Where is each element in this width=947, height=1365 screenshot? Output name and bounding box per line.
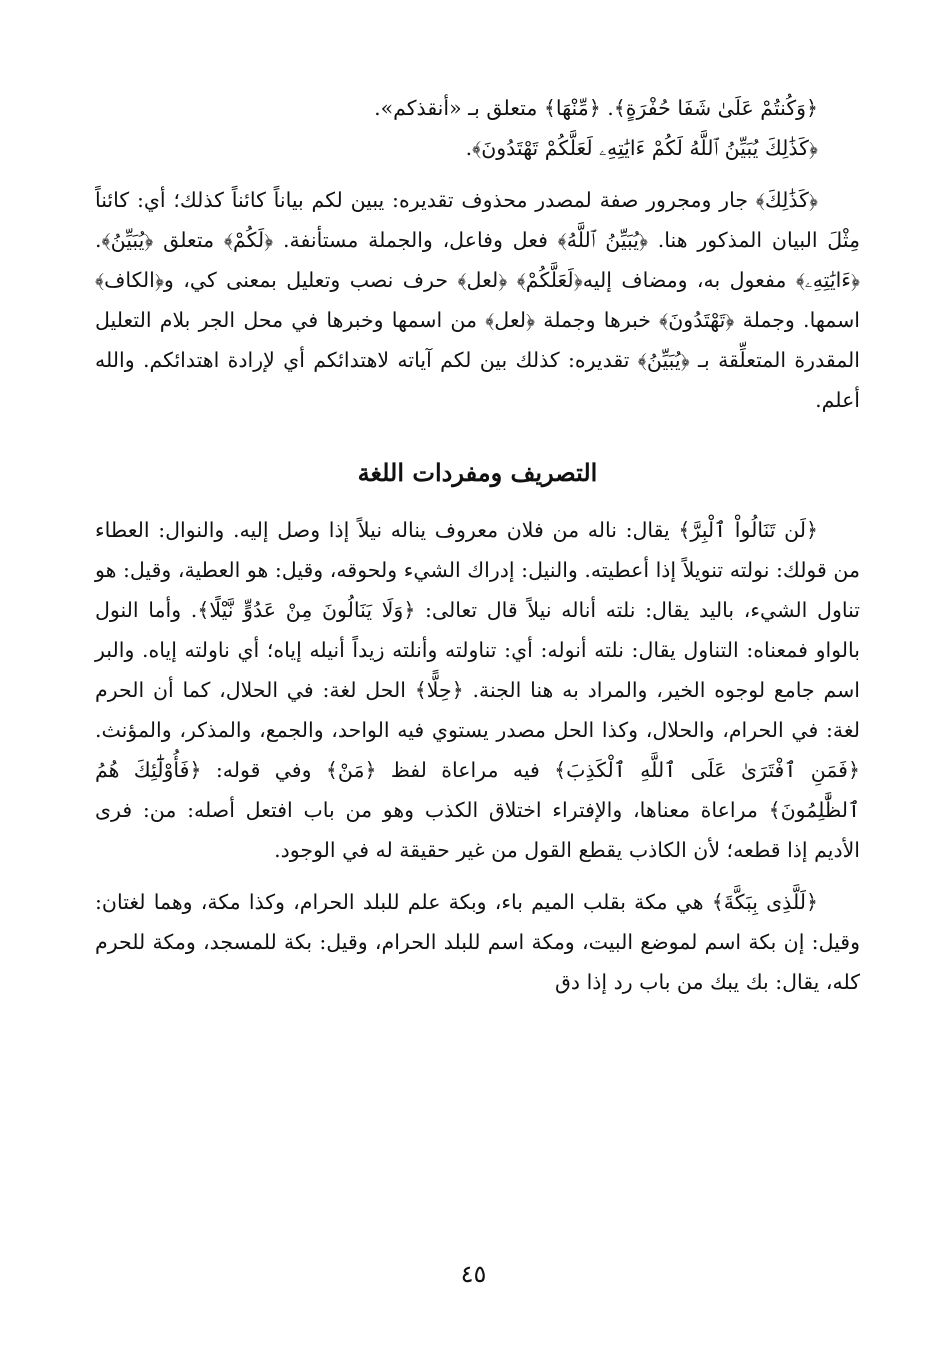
page-body <box>95 88 860 1002</box>
lughat-paragraph: ﴿لَن تَنَالُواْ ٱلْبِرَّ﴾ يقال: ناله من فلان معروف يناله نيلاً إذا وصل إليه. والنوال: العطاء من قولك: نولته تنويلاً إذا أعطيته. والنيل: إدراك الشيء ولحوقه، وقيل: هو العطية، وقيل: هو تناول الشيء، باليد يقال: نلته أناله نيلاً قال تعالى: ﴿وَلَا يَنَالُونَ مِنْ عَدُوٍّ نَّيْلًا﴾. وأما النول بالواو فمعناه: التناول يقال: نلته أنوله: أي: تناولته وأنلته زيداً أنيله إياه؛ أي ناولته إياه. والبر اسم جامع لوجوه الخير، والمراد به هنا الجنة. ﴿حِلًّا﴾ الحل لغة: في الحلال، كما أن الحرم لغة: في الحرام، والحلال، وكذا الحل مصدر يستوي فيه الواحد، والجمع، والمذكر، والمؤنث. ﴿فَمَنِ ٱفْتَرَىٰ عَلَى ٱللَّهِ ٱلْكَذِبَ﴾ فيه مراعاة لفظ ﴿مَنْ﴾ وفي قوله: ﴿فَأُوْلَٰٓئِكَ هُمُ ٱلظَّٰلِمُونَ﴾ مراعاة معناها، والإفتراء اختلاق الكذب وهو من باب افتعل أصله: من: فرى الأديم إذا قطعه؛ لأن الكاذب يقطع القول من غير حقيقة له في الوجود. <box>95 518 860 862</box>
verse-fragment-line: ﴿وَكُنتُمْ عَلَىٰ شَفَا حُفْرَةٍ﴾. ﴿مِّنْهَا﴾ متعلق بـ «أنقذكم». <box>374 96 818 120</box>
bakka-paragraph: ﴿لَلَّذِى بِبَكَّةَ﴾ هي مكة بقلب الميم باء، وبكة علم للبلد الحرام، وكذا مكة، وهما لغتان: وقيل: إن بكة اسم لموضع البيت، ومكة اسم للبلد الحرام، وقيل: بكة للمسجد، ومكة للحرم كله، يقال: بك يبك من باب رد إذا دق <box>95 890 860 994</box>
section-heading: التصريف ومفردات اللغة <box>357 458 598 487</box>
irab-paragraph: ﴿كَذَٰلِكَ﴾ جار ومجرور صفة لمصدر محذوف تقديره: يبين لكم بياناً كائناً كذلك؛ أي: كائناً مِثْلَ البيان المذكور هنا. ﴿يُبَيِّنُ ٱللَّهُ﴾ فعل وفاعل، والجملة مستأنفة. ﴿لَكُمْ﴾ متعلق ﴿يُبَيِّنُ﴾. ﴿ءَايَٰتِهِۦ﴾ مفعول به، ومضاف إليه﴿لَعَلَّكُمْ﴾ ﴿لعل﴾ حرف نصب وتعليل بمعنى كي، و﴿الكاف﴾ اسمها. وجملة ﴿تَهْتَدُونَ﴾ خبرها وجملة ﴿لعل﴾ من اسمها وخبرها في محل الجر بلام التعليل المقدرة المتعلِّقة بـ ﴿يُبَيِّنُ﴾ تقديره: كذلك بين لكم آياته لاهتدائكم أي لإرادة اهتدائكم. والله أعلم. <box>95 188 860 412</box>
page-number: ٤٥ <box>460 1260 487 1288</box>
verse-kadhalika-line: ﴿كَذَٰلِكَ يُبَيِّنُ ٱللَّهُ لَكُمْ ءَايَٰتِهِۦ لَعَلَّكُمْ تَهْتَدُونَ﴾. <box>465 136 818 160</box>
